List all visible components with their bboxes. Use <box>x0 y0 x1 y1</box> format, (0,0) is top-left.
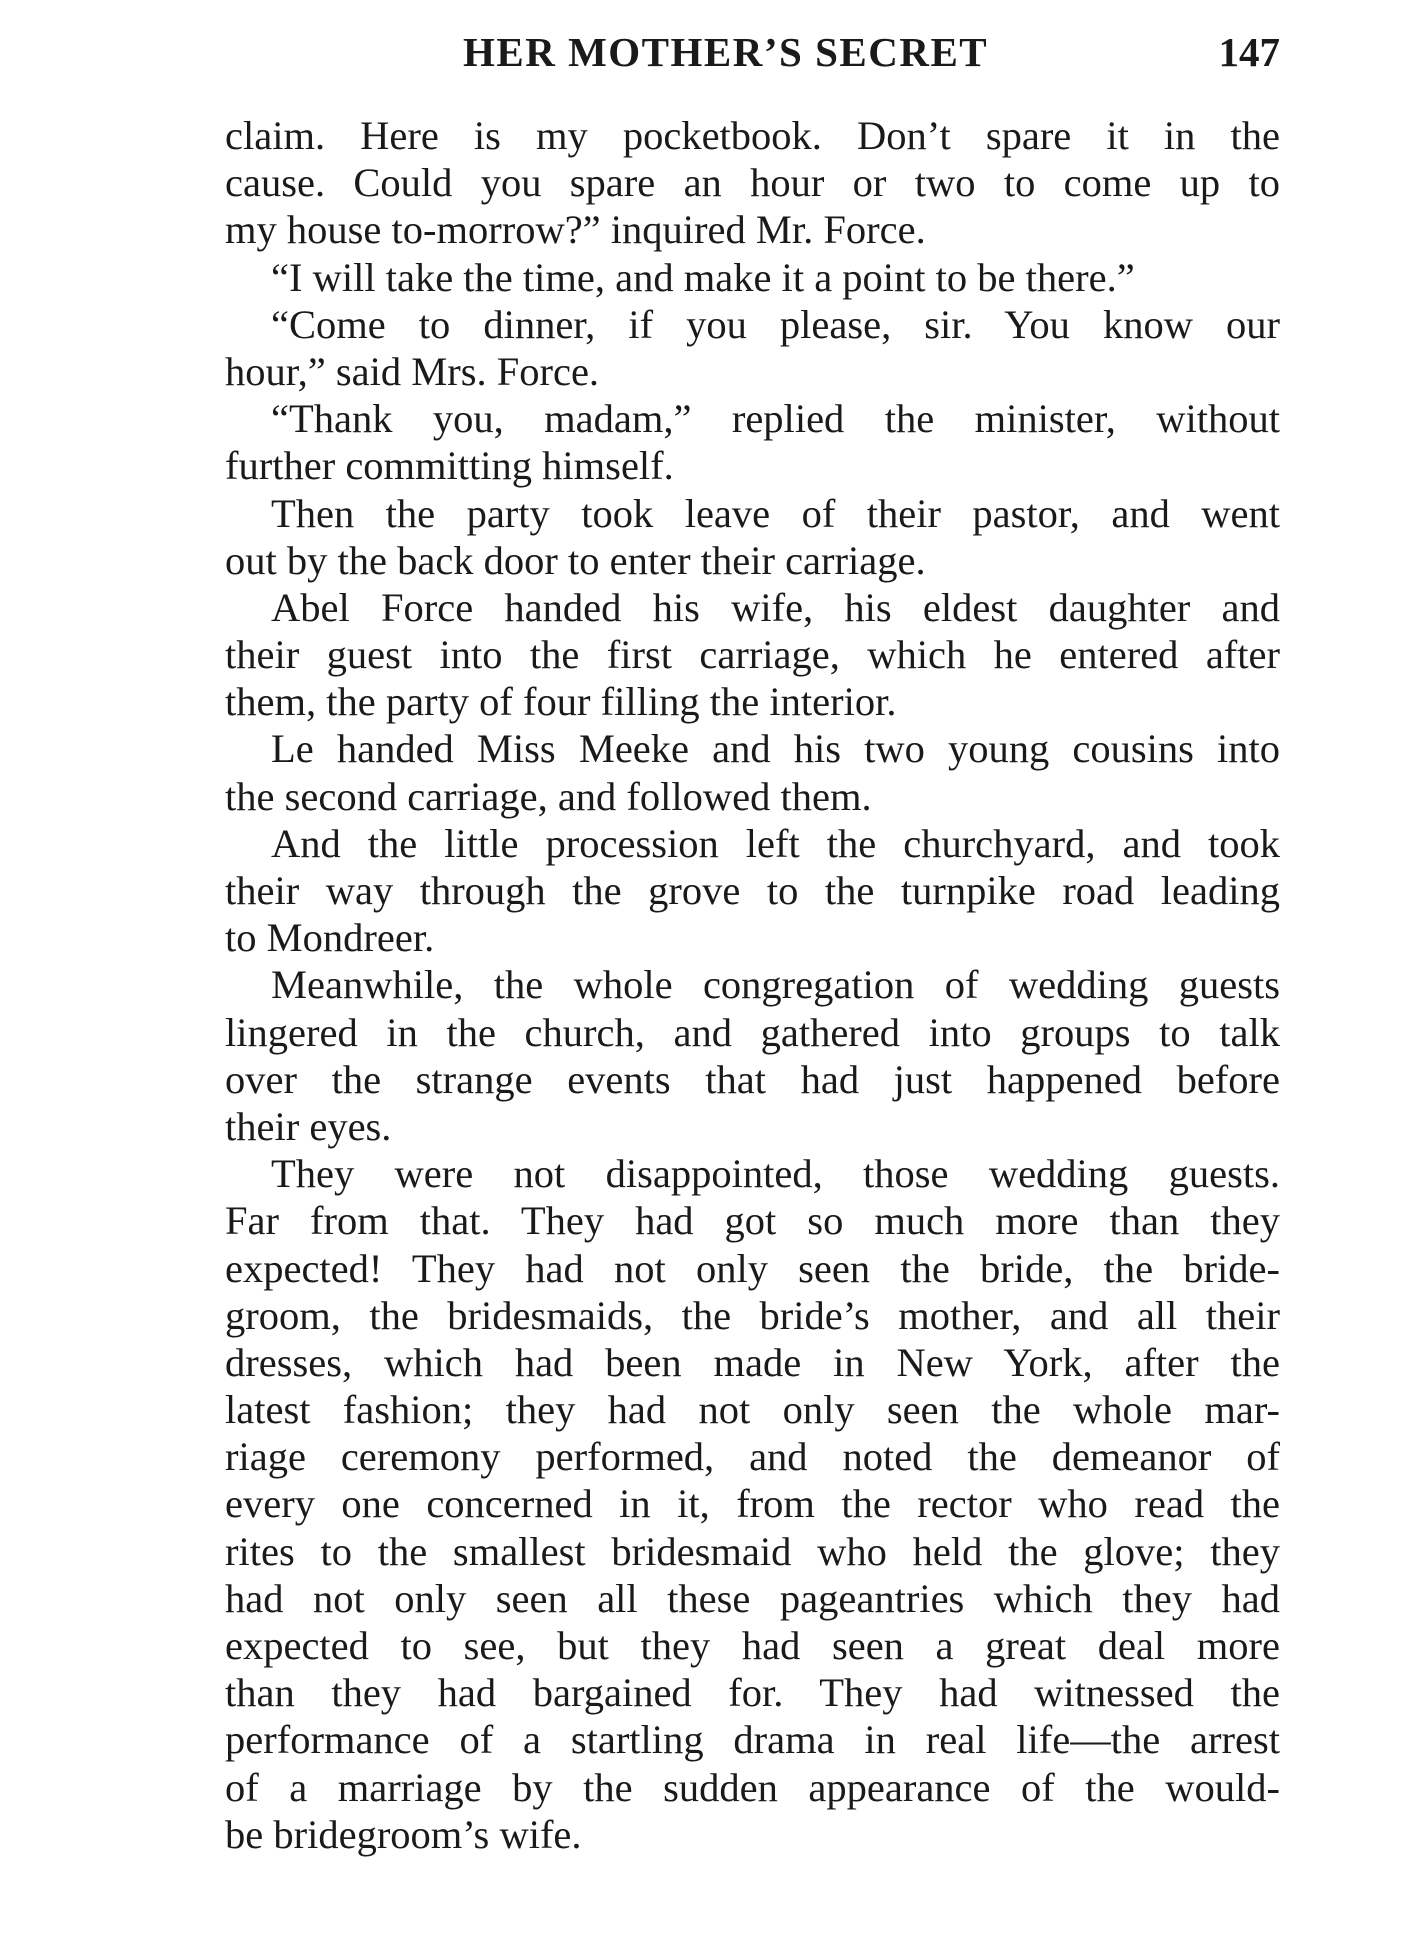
text-line: their guest into the first carriage, which he entered after <box>225 632 1280 678</box>
text-line: them, the party of four filling the interior. <box>225 679 897 725</box>
paragraph <box>225 254 1280 301</box>
text-line: lingered in the church, and gathered into groups to talk <box>225 1009 1280 1055</box>
text-line: groom, the bridesmaids, the bride’s mother, and all their <box>225 1292 1280 1338</box>
text-line: expected! They had not only seen the bride, the bride- <box>225 1245 1280 1291</box>
text-line: rites to the smallest bridesmaid who held the glove; they <box>225 1528 1280 1574</box>
text-line: expected to see, but they had seen a great deal more <box>225 1623 1280 1668</box>
body-text <box>225 112 1280 1858</box>
paragraph <box>225 395 1280 489</box>
text-line: Far from that. They had got so much more than they <box>225 1198 1280 1244</box>
text-line: dresses, which had been made in New York, after the <box>225 1339 1280 1385</box>
page-number: 147 <box>1218 29 1280 75</box>
text-line: further committing himself. <box>225 443 674 489</box>
text-line: “Come to dinner, if you please, sir. You know our <box>271 301 1280 347</box>
text-line: cause. Could you spare an hour or two to come up to <box>225 160 1280 206</box>
text-line: And the little procession left the churchyard, and took <box>271 820 1280 866</box>
text-line: performance of a startling drama in real life—the arrest <box>225 1717 1280 1763</box>
paragraph <box>225 1150 1280 1858</box>
paragraph <box>225 725 1280 819</box>
paragraph <box>225 490 1280 584</box>
text-line: Then the party took leave of their pastor, and went <box>271 490 1280 536</box>
paragraph <box>225 961 1280 1150</box>
running-head <box>225 28 1280 88</box>
text-line: They were not disappointed, those wedding guests. <box>271 1151 1280 1197</box>
text-line: “I will take the time, and make it a point to be there.” <box>271 254 1135 300</box>
text-line: riage ceremony performed, and noted the demeanor of <box>225 1434 1280 1480</box>
paragraph <box>225 301 1280 395</box>
paragraph <box>225 584 1280 726</box>
text-line: Meanwhile, the whole congregation of wedding guests <box>271 962 1280 1008</box>
text-line: to Mondreer. <box>225 915 435 961</box>
text-line: over the strange events that had just happened before <box>225 1056 1280 1102</box>
paragraph <box>225 820 1280 962</box>
text-line: be bridegroom’s wife. <box>225 1811 582 1857</box>
text-line: the second carriage, and followed them. <box>225 773 872 819</box>
text-line: “Thank you, madam,” replied the minister, without <box>271 396 1280 442</box>
running-title: HER MOTHER’S SECRET <box>463 29 989 75</box>
text-line: Abel Force handed his wife, his eldest daughter and <box>271 584 1280 630</box>
paragraph <box>225 112 1280 254</box>
text-line: their eyes. <box>225 1103 392 1149</box>
text-line: out by the back door to enter their carriage. <box>225 537 926 583</box>
text-line: latest fashion; they had not only seen the whole mar- <box>225 1387 1280 1433</box>
text-line: than they had bargained for. They had witnessed the <box>225 1670 1280 1716</box>
text-line: hour,” said Mrs. Force. <box>225 348 600 394</box>
text-line: claim. Here is my pocketbook. Don’t spare it in the <box>225 113 1280 158</box>
text-line: Le handed Miss Meeke and his two young cousins into <box>271 726 1280 772</box>
text-line: my house to-morrow?” inquired Mr. Force. <box>225 207 926 253</box>
text-line: every one concerned in it, from the rector who read the <box>225 1481 1280 1527</box>
text-line: of a marriage by the sudden appearance of the would- <box>225 1764 1280 1810</box>
text-line: their way through the grove to the turnpike road leading <box>225 868 1280 913</box>
text-line: had not only seen all these pageantries which they had <box>225 1575 1280 1621</box>
